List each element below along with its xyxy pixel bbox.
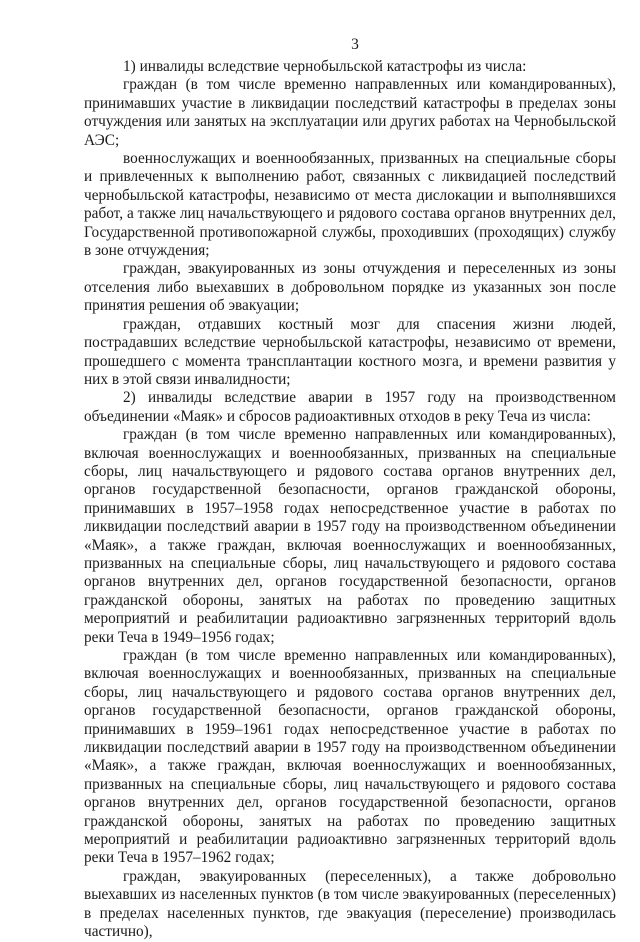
paragraph-servicemen: военнослужащих и военнообязанных, призванных на специальные сборы и привлеченных к выполнению работ, связанных с ликвидацией последствий чернобыльской катастрофы, независимо от места дислокации и выполнявшихся работ, а также лиц начальствующего и рядового состава органов внутренних дел, Государственной противопожарной службы, проходивших (проходящих) службу в зоне отчуждения; [84, 150, 616, 260]
paragraph-mayak-evacuated: граждан, эвакуированных (переселенных), а также добровольно выехавших из населенных пунктов (в том числе эвакуированных (переселенных) в пределах населенных пунктов, где эвакуация (переселение) производилась частично), [84, 867, 616, 941]
paragraph-mayak-1957-1958: граждан (в том числе временно направленных или командированных), включая военнослужащих и военнообязанных, призванных на специальные сборы, лиц начальствующего и рядового состава органов внутренних дел, органов государственной безопасности, органов гражданской обороны, принимавших в 1957–1958 годах непосредственное участие в работах по ликвидации последствий аварии в 1957 году на производственном объединении «Маяк», а также граждан, включая военнослужащих и военнообязанных, призванных на специальные сборы, лиц начальствующего и рядового состава органов внутренних дел, органов государственной безопасности, органов гражданской обороны, занятых на работах по проведению защитных мероприятий и реабилитации радиоактивно загрязненных территорий вдоль реки Теча в 1949–1956 годах; [84, 426, 616, 646]
page-number: 3 [351, 36, 359, 53]
paragraph-item-1: 1) инвалиды вследствие чернобыльской катастрофы из числа: [123, 58, 527, 75]
paragraph-mayak-1959-1961: граждан (в том числе временно направленных или командированных), включая военнослужащих и военнообязанных, призванных на специальные сборы, лиц начальствующего и рядового состава органов внутренних дел, органов государственной безопасности, органов гражданской обороны, принимавших в 1959–1961 годах непосредственное участие в работах по ликвидации последствий аварии в 1957 году на производственном объединении «Маяк», а также граждан, включая военнослужащих и военнообязанных, призванных на специальные сборы, лиц начальствующего и рядового состава органов внутренних дел, органов государственной безопасности, органов гражданской обороны, занятых на работах по проведению защитных мероприятий и реабилитации радиоактивно загрязненных территорий вдоль реки Теча в 1957–1962 годах; [84, 647, 616, 867]
paragraph-liquidators: граждан (в том числе временно направленных или командированных), принимавших участие в ликвидации последствий катастрофы в пределах зоны отчуждения или занятых на эксплуатации или других работах на Чернобыльской АЭС; [84, 76, 616, 149]
paragraph-item-2: 2) инвалиды вследствие аварии в 1957 году на производственном объединении «Маяк» и сбросов радиоактивных отходов в реку Теча из числа: [84, 389, 616, 425]
paragraph-evacuated: граждан, эвакуированных из зоны отчуждения и переселенных из зоны отселения либо выехавших в добровольном порядке из указанных зон после принятия решения об эвакуации; [84, 260, 616, 315]
paragraph-bone-marrow: граждан, отдавших костный мозг для спасения жизни людей, пострадавших вследствие чернобыльской катастрофы, независимо от времени, прошедшего с момента трансплантации костного мозга, и времени развития у них в этой связи инвалидности; [84, 315, 616, 388]
